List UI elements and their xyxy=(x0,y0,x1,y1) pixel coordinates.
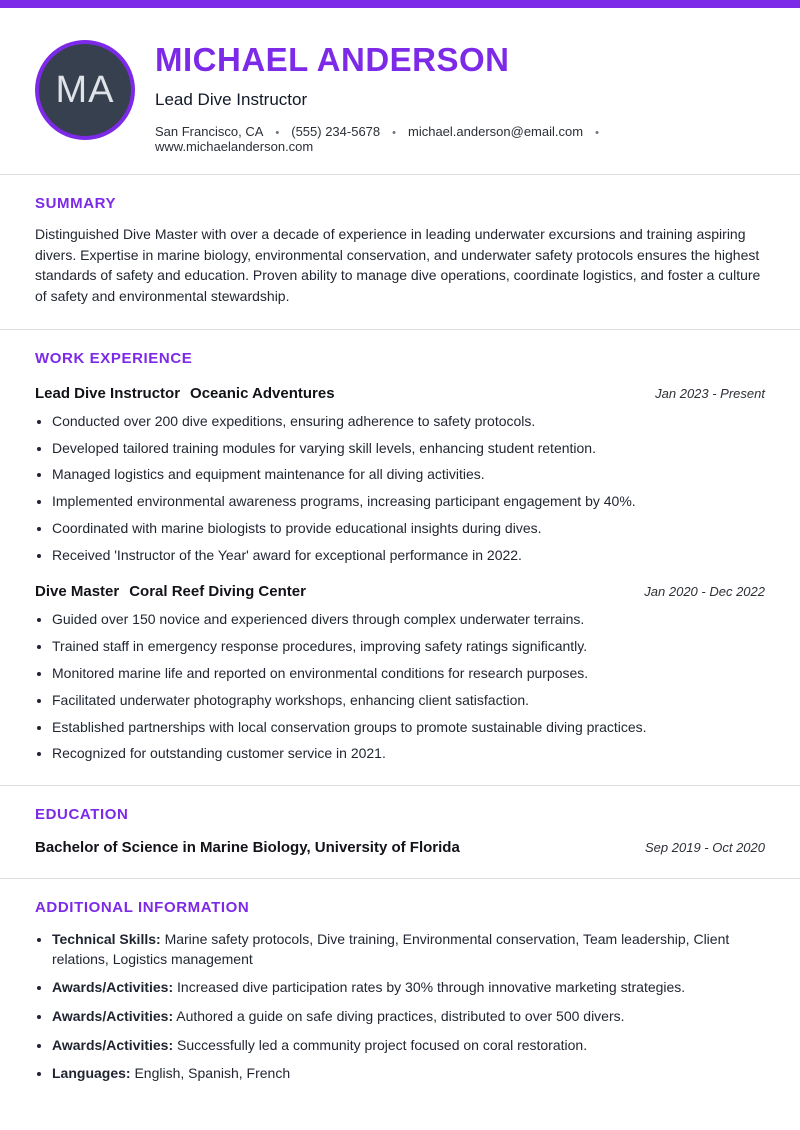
additional-info-text: Increased dive participation rates by 30% through innovative marketing strategies. xyxy=(177,979,686,996)
contact-phone: (555) 234-5678 • xyxy=(291,124,408,139)
job-header xyxy=(35,583,765,600)
additional-info-label: Awards/Activities: xyxy=(52,1008,174,1025)
job-role: Lead Dive Instructor xyxy=(35,384,181,402)
job-bullet: • Conducted over 200 dive expeditions, ensuring adherence to safety protocols. xyxy=(52,412,765,431)
job-company: Coral Reef Diving Center xyxy=(129,582,306,600)
education-entry xyxy=(35,839,765,856)
work-experience-section xyxy=(0,330,800,786)
job-bullet: • Established partnerships with local conservation groups to promote sustainable diving practices. xyxy=(52,718,765,737)
job-role: Dive Master xyxy=(35,582,120,600)
contact-website: www.michaelanderson.com xyxy=(155,139,314,155)
job-bullet: • Implemented environmental awareness programs, increasing participant engagement by 40%. xyxy=(52,492,765,511)
job-company: Oceanic Adventures xyxy=(190,384,335,402)
summary-text: Distinguished Dive Master with over a decade of experience in leading underwater excursions and training aspiring divers. Expertise in marine biology, environmental conservation, and underwater safety protocols ensures the highest standards of safety and education. Proven ability to manage dive operations, coordinate logistics, and foster a culture of safety and environmental stewardship. xyxy=(35,226,761,305)
avatar xyxy=(39,44,131,136)
job-role-line xyxy=(35,583,306,600)
additional-info-section xyxy=(0,879,800,1115)
accent-topbar xyxy=(0,0,800,8)
avatar-initials: MA xyxy=(55,68,115,111)
additional-info-text: Authored a guide on safe diving practices, distributed to over 500 divers. xyxy=(176,1008,625,1025)
job-dates: Jan 2023 - Present xyxy=(655,385,765,401)
job-bullet: • Managed logistics and equipment maintenance for all diving activities. xyxy=(52,465,765,484)
additional-info-text: Successfully led a community project focused on coral restoration. xyxy=(177,1036,588,1053)
additional-info-text: Marine safety protocols, Dive training, Environmental conservation, Team leadership, Client relations, Logistics management xyxy=(52,931,730,967)
additional-info-item xyxy=(52,1007,765,1027)
additional-info-label: Languages: xyxy=(52,1065,131,1082)
job-bullet: • Recognized for outstanding customer service in 2021. xyxy=(52,744,765,763)
additional-info-item xyxy=(52,978,765,998)
job-bullet: • Guided over 150 novice and experienced divers through complex underwater terrains. xyxy=(52,610,765,629)
header-text xyxy=(155,38,765,154)
job-dates: Jan 2020 - Dec 2022 xyxy=(644,583,765,599)
summary-heading: SUMMARY xyxy=(35,195,117,213)
job-bullet: • Trained staff in emergency response procedures, improving safety ratings significantly. xyxy=(52,637,765,656)
job-bullet: • Facilitated underwater photography workshops, enhancing client satisfaction. xyxy=(52,691,765,710)
education-heading: EDUCATION xyxy=(35,806,129,824)
job-bullet: • Monitored marine life and reported on environmental conditions for research purposes. xyxy=(52,664,765,683)
contact-location: San Francisco, CA • xyxy=(155,124,291,139)
education-dates: Sep 2019 - Oct 2020 xyxy=(645,840,765,856)
job-bullet: • Developed tailored training modules for varying skill levels, enhancing student retention. xyxy=(52,439,765,458)
additional-info-item xyxy=(52,930,765,969)
job-entry xyxy=(35,583,765,763)
job-bullet-list xyxy=(35,610,765,763)
education-section xyxy=(0,786,800,878)
contact-email: michael.anderson@email.com • xyxy=(408,124,611,139)
contact-row xyxy=(155,124,765,154)
additional-info-label: Awards/Activities: xyxy=(52,1036,174,1053)
job-entry xyxy=(35,385,765,565)
additional-info-list xyxy=(35,930,765,1084)
education-degree: Bachelor of Science in Marine Biology, University of Florida xyxy=(35,839,460,857)
additional-info-item xyxy=(52,1064,765,1084)
job-bullet-list xyxy=(35,412,765,565)
work-experience-heading: WORK EXPERIENCE xyxy=(35,349,193,367)
summary-section xyxy=(0,175,800,328)
job-bullet: • Received 'Instructor of the Year' award for exceptional performance in 2022. xyxy=(52,546,765,565)
additional-info-heading: ADDITIONAL INFORMATION xyxy=(35,899,250,917)
candidate-name: MICHAEL ANDERSON xyxy=(155,41,510,78)
job-bullet: • Coordinated with marine biologists to provide educational insights during dives. xyxy=(52,519,765,538)
job-role-line xyxy=(35,385,335,402)
resume-header xyxy=(0,8,800,174)
job-header xyxy=(35,385,765,402)
additional-info-item xyxy=(52,1036,765,1056)
additional-info-label: Technical Skills: xyxy=(52,931,161,948)
candidate-title: Lead Dive Instructor xyxy=(155,90,308,110)
additional-info-label: Awards/Activities: xyxy=(52,979,174,996)
additional-info-text: English, Spanish, French xyxy=(134,1065,291,1082)
